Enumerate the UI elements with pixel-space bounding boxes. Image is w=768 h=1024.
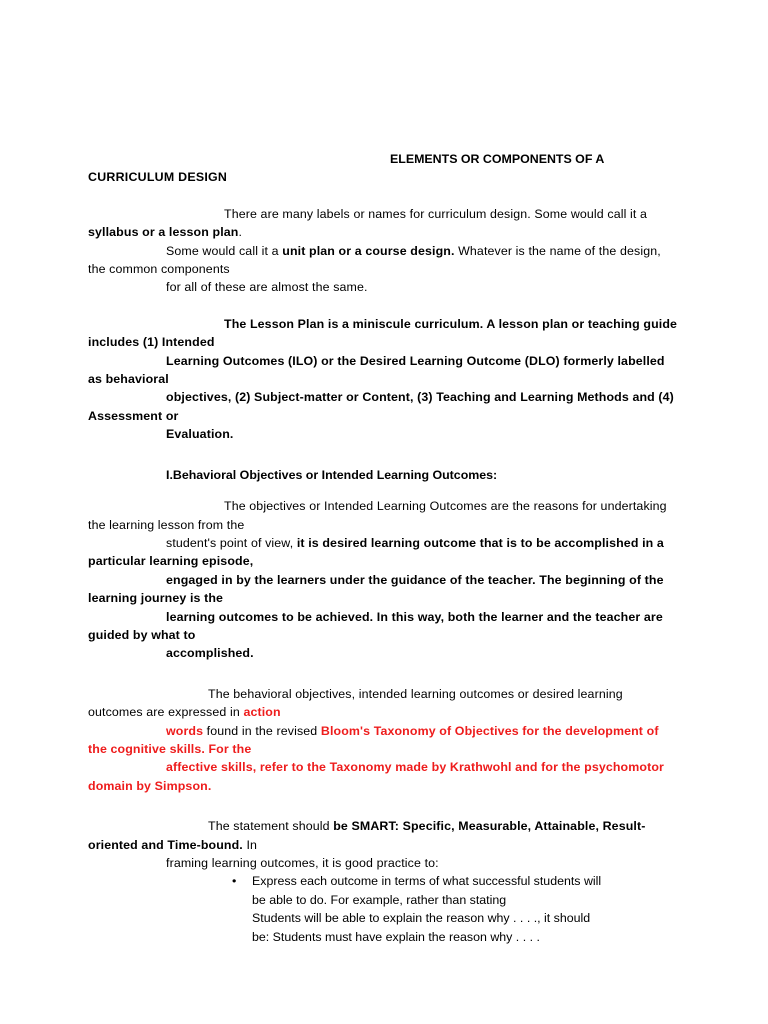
- page-title-line-2: CURRICULUM DESIGN: [88, 170, 228, 185]
- bullet-line-3: Students will be able to explain the reason why . . . ., it should: [252, 911, 591, 926]
- spacer: [88, 484, 678, 497]
- smart-run-3: In: [242, 837, 258, 852]
- lesson-plan-run-1: The Lesson Plan is a miniscule curriculum. A lesson plan or teaching guide includes (1) Intended: [88, 316, 678, 350]
- objectives-run-4-bold: engaged in by the learners under the guidance of the teacher. The beginning of the learning journey is the: [88, 572, 664, 606]
- objectives-run-1: The objectives or Intended Learning Outcomes are the reasons for undertaking the learning lesson from the: [88, 499, 667, 532]
- spacer: [88, 187, 678, 205]
- action-run-3-red: words: [166, 723, 204, 738]
- action-run-5-red: Bloom's Taxonomy of Objectives for the development of the cognitive skills. For the: [88, 723, 659, 756]
- spacer: [88, 795, 678, 817]
- paragraph-lesson-plan: [88, 315, 678, 444]
- intro-run-4: Some would call it a: [166, 243, 283, 258]
- list-item-continuation: [88, 909, 678, 927]
- list-item-continuation: [88, 891, 678, 909]
- objectives-run-3-bold: it is desired learning outcome that is to be accomplished in a particular learning episode,: [88, 535, 664, 569]
- intro-run-6: Whatever is the name of the design, the common components: [88, 243, 661, 277]
- paragraph-smart: [88, 817, 678, 872]
- paragraph-action-words: [88, 685, 678, 795]
- lesson-plan-run-4: Evaluation.: [166, 427, 234, 442]
- objectives-run-2: student's point of view,: [166, 535, 297, 550]
- action-run-6-red: affective skills, refer to the Taxonomy made by Krathwohl and for the psychomotor domain by Simpson.: [88, 760, 664, 793]
- list-item-continuation: [88, 928, 678, 946]
- intro-run-3: .: [238, 225, 243, 240]
- lesson-plan-run-3: objectives, (2) Subject-matter or Content, (3) Teaching and Learning Methods and (4) Assessment or: [88, 390, 674, 423]
- page-title-line-1: ELEMENTS OR COMPONENTS OF A: [390, 152, 605, 166]
- action-run-1: The behavioral objectives, intended learning outcomes or desired learning outcomes are expressed in: [88, 686, 623, 720]
- spacer: [88, 444, 678, 466]
- spacer: [88, 663, 678, 685]
- action-run-4: found in the revised: [203, 723, 321, 738]
- lesson-plan-run-2: Learning Outcomes (ILO) or the Desired Learning Outcome (DLO) formerly labelled as behavioral: [88, 353, 665, 387]
- smart-run-1: The statement should: [208, 819, 334, 834]
- smart-run-4: framing learning outcomes, it is good practice to:: [166, 856, 439, 870]
- intro-run-1: There are many labels or names for curriculum design. Some would call it a: [224, 206, 648, 221]
- list-item: [88, 872, 678, 890]
- document-body: [88, 150, 678, 946]
- intro-run-7: for all of these are almost the same.: [166, 280, 368, 295]
- bullet-line-2: be able to do. For example, rather than stating: [252, 892, 507, 907]
- bullet-point-icon: •: [232, 874, 237, 889]
- intro-run-2-bold: syllabus or a lesson plan: [88, 225, 239, 240]
- bullet-line-1: Express each outcome in terms of what successful students will: [252, 874, 602, 889]
- paragraph-objectives: [88, 497, 678, 663]
- spacer: [88, 297, 678, 315]
- smart-run-2-bold: be SMART: Specific, Measurable, Attainable, Result-oriented and Time-bound.: [88, 819, 646, 852]
- bullet-list: [88, 872, 678, 946]
- document-title: [88, 150, 678, 187]
- intro-run-5-bold: unit plan or a course design.: [282, 243, 455, 258]
- bullet-line-4: be: Students must have explain the reason why . . . .: [252, 929, 540, 944]
- paragraph-intro: [88, 205, 678, 297]
- section-heading-behavioral-objectives: I.Behavioral Objectives or Intended Learning Outcomes:: [166, 467, 498, 482]
- objectives-run-5-bold: learning outcomes to be achieved. In this way, both the learner and the teacher are guided by what to: [88, 609, 663, 642]
- objectives-run-6-bold: accomplished.: [166, 646, 254, 661]
- action-run-2-red: action: [243, 705, 281, 720]
